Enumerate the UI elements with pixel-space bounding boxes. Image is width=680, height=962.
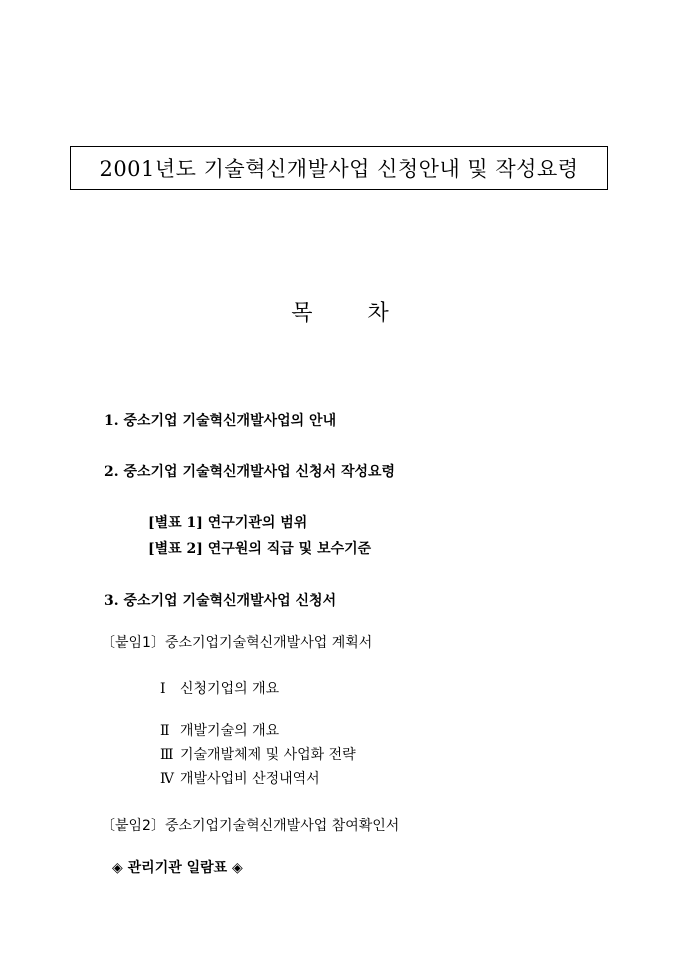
section-3: 3. 중소기업 기술혁신개발사업 신청서 [104,593,337,609]
attachment-1-item-4 [160,768,320,788]
attachment-1-item-2 [160,720,279,740]
admin-list-heading: ◈ 관리기관 일람표 ◈ [112,860,243,876]
item-number: Ⅲ [160,747,174,763]
table-1: [별표 1] 연구기관의 범위 [148,515,308,531]
section-1: 1. 중소기업 기술혁신개발사업의 안내 [104,413,337,429]
attachment-1: 〔붙임1〕중소기업기술혁신개발사업 계획서 [101,635,373,651]
attachment-2: 〔붙임2〕중소기업기술혁신개발사업 참여확인서 [101,818,400,834]
section-2: 2. 중소기업 기술혁신개발사업 신청서 작성요령 [104,464,396,480]
item-text: 기술개발체제 및 사업화 전략 [180,747,356,763]
table-2: [별표 2] 연구원의 직급 및 보수기준 [148,541,372,557]
attachment-1-item-3 [160,744,356,764]
document-title: 2001년도 기술혁신개발사업 신청안내 및 작성요령 [99,157,579,181]
item-text: 개발기술의 개요 [180,723,280,739]
item-number: Ⅰ [160,681,166,697]
item-text: 개발사업비 산정내역서 [180,771,320,787]
item-text: 신청기업의 개요 [180,681,280,697]
item-number: Ⅳ [160,771,174,787]
toc-heading: 목 차 [291,301,389,326]
item-number: Ⅱ [160,723,170,739]
attachment-1-item-1 [160,678,279,698]
document-title-box [70,146,608,190]
